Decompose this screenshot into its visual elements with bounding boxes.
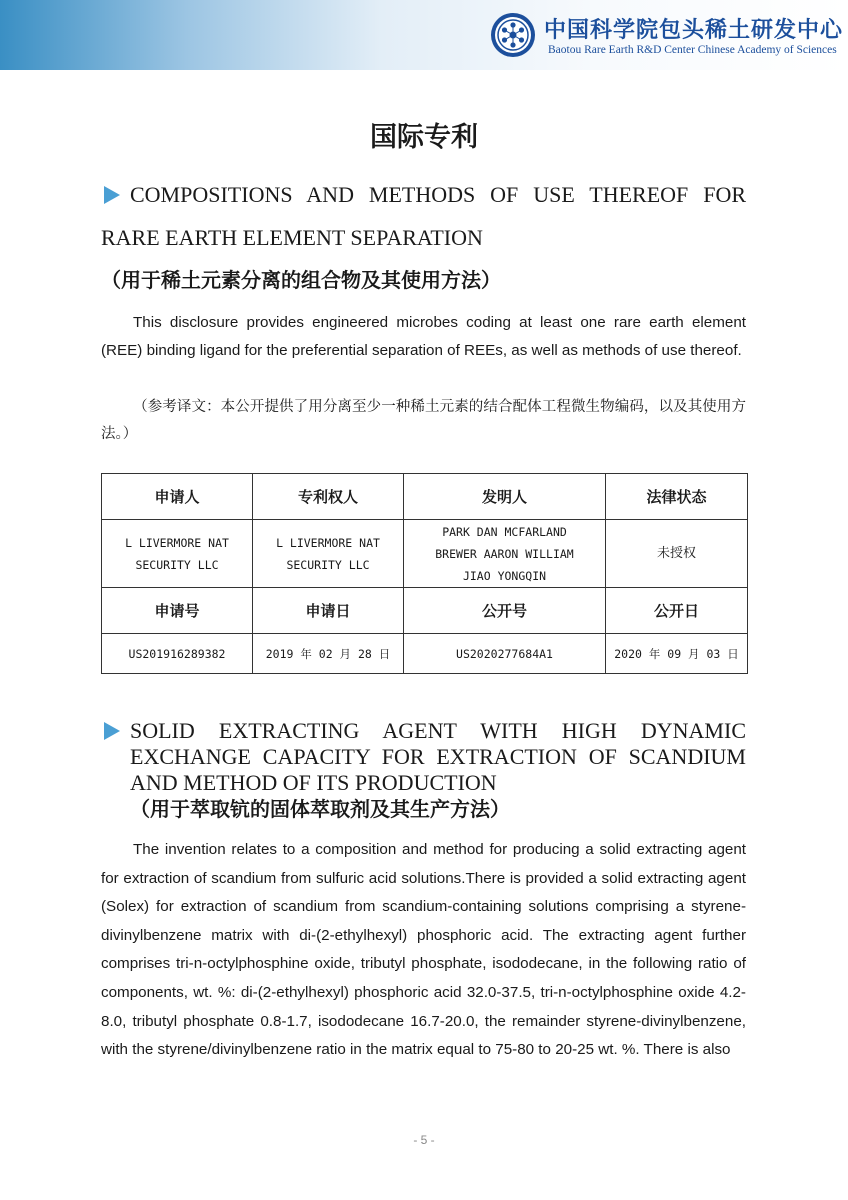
header-inventors: 发明人 <box>404 474 606 520</box>
table-header-row <box>102 588 748 634</box>
inventor-name: JIAO YONGQIN <box>462 568 547 583</box>
cell-patentee <box>253 520 404 588</box>
patent-1-title-cn: （用于稀土元素分离的组合物及其使用方法） <box>101 268 501 292</box>
cell-publication-date: 2020 年 09 月 03 日 <box>606 634 748 674</box>
header-publication-no: 公开号 <box>404 588 606 634</box>
patent-1-translation <box>101 394 746 448</box>
header-application-no: 申请号 <box>102 588 253 634</box>
table-header-row <box>102 474 748 520</box>
patentee-line: SECURITY LLC <box>286 557 370 572</box>
header-publication-date: 公开日 <box>606 588 748 634</box>
page-header <box>0 0 848 70</box>
cell-application-no: US201916289382 <box>102 634 253 674</box>
patent-1-title-line-2: RARE EARTH ELEMENT SEPARATION <box>101 225 483 250</box>
patentee-line: L LIVERMORE NAT <box>276 535 380 550</box>
table-row <box>102 520 748 588</box>
patent-1-title-line-1: COMPOSITIONS AND METHODS OF USE THEREOF FOR <box>130 182 746 207</box>
patent-1-abstract-text: This disclosure provides engineered microbes coding at least one rare earth element (REE) binding ligand for the preferential separation of REEs, as well as methods of use thereof. <box>101 314 746 359</box>
cell-publication-no: US2020277684A1 <box>404 634 606 674</box>
cell-application-date: 2019 年 02 月 28 日 <box>253 634 404 674</box>
header-applicant: 申请人 <box>102 474 253 520</box>
org-name-en: Baotou Rare Earth R&D Center Chinese Academy of Sciences <box>548 44 837 56</box>
bullet-arrow-icon <box>104 722 120 740</box>
patent-2-abstract-text: The invention relates to a composition and method for producing a solid extracting agent for extraction of scandium from sulfuric acid solutions.There is provided a solid extracting agent (Solex) for extraction of scandium from scandium-containing solutions comprising a styrene-divinylbenzene matrix with di-(2-ethylhexyl) phosphoric acid. The extracting agent further comprises tri-n-octylphosphine oxide, tributyl phosphate, isododecane, in the following ratio of components, wt. %: di-(2-ethylhexyl) phosphoric acid 32.0-37.5, tri-n-octylphosphine oxide 4.2-8.0, tributyl phosphate 0.8-1.7, isododecane 16.7-20.0, the remainder styrene-divinylbenzene, with the styrene/divinylbenzene ratio in the matrix equal to 75-80 to 20-25 wt. %. There is also <box>101 841 746 1059</box>
header-patentee: 专利权人 <box>253 474 404 520</box>
cell-inventors <box>404 520 606 588</box>
patent-2-title-cn: （用于萃取钪的固体萃取剂及其生产方法） <box>130 797 510 821</box>
cell-legal-status: 未授权 <box>606 520 748 588</box>
cas-logo-icon <box>490 12 536 58</box>
header-legal-status: 法律状态 <box>606 474 748 520</box>
patent-2-title-line-1: SOLID EXTRACTING AGENT WITH HIGH DYNAMIC <box>130 718 746 743</box>
bullet-arrow-icon <box>104 186 120 204</box>
applicant-line: L LIVERMORE NAT <box>125 535 229 550</box>
patent-2-title-line-3: AND METHOD OF ITS PRODUCTION <box>130 770 497 795</box>
patent-2-title-line-2: EXCHANGE CAPACITY FOR EXTRACTION OF SCANDIUM <box>130 744 746 769</box>
org-name-cn: 中国科学院包头稀土研发中心 <box>544 17 844 43</box>
applicant-line: SECURITY LLC <box>135 557 219 572</box>
page-number: - 5 - <box>413 1133 435 1147</box>
patent-1-info-table <box>101 473 748 674</box>
header-application-date: 申请日 <box>253 588 404 634</box>
patent-2-abstract <box>101 836 746 1065</box>
cell-applicant <box>102 520 253 588</box>
page-title: 国际专利 <box>370 122 478 153</box>
inventor-name: PARK DAN MCFARLAND <box>442 524 567 539</box>
table-row <box>102 634 748 674</box>
inventor-name: BREWER AARON WILLIAM <box>435 546 574 561</box>
patent-2-title <box>130 718 746 796</box>
patent-1-abstract <box>101 309 746 365</box>
patent-1-translation-text: （参考译文：本公开提供了用分离至少一种稀土元素的结合配体工程微生物编码，以及其使用方法。） <box>101 399 746 442</box>
